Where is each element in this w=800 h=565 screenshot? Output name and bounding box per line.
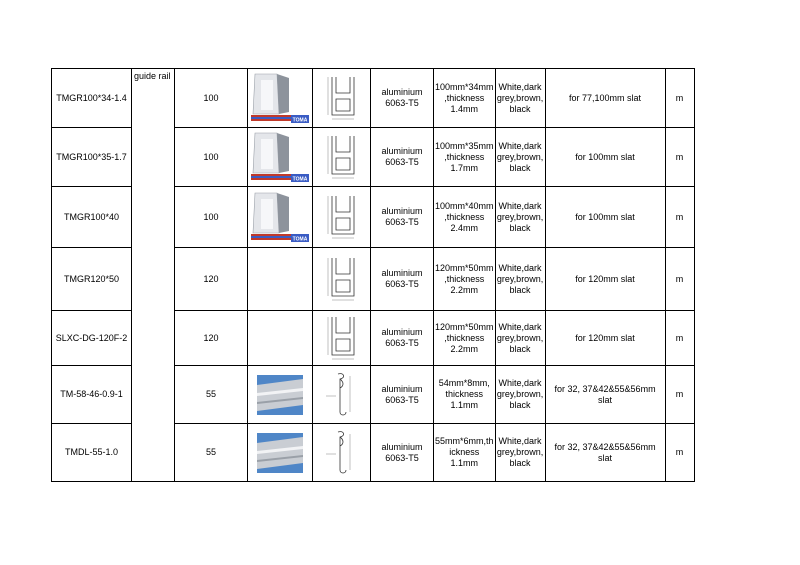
product-table-sheet [51, 68, 695, 482]
unit-cell: m [665, 311, 694, 366]
usage-cell: for 100mm slat [545, 187, 665, 248]
size-cell: 100 [175, 187, 248, 248]
photo-cell [248, 311, 313, 366]
guide-rail-photo-icon [251, 72, 309, 124]
size-cell: 120 [175, 311, 248, 366]
table-row [52, 424, 695, 482]
photo-cell [248, 366, 313, 424]
category-cell [132, 248, 175, 311]
unit-cell: m [665, 69, 694, 128]
photo-cell [248, 424, 313, 482]
model-cell: TMGR120*50 [52, 248, 132, 311]
category-cell [132, 366, 175, 424]
slat-drawing-icon [320, 370, 364, 420]
model-cell: TM-58-46-0.9-1 [52, 366, 132, 424]
spec-cell: 120mm*50mm ,thickness 2.2mm [434, 311, 496, 366]
unit-cell: m [665, 187, 694, 248]
colors-cell: White,dark grey,brown, black [495, 366, 545, 424]
table-row [52, 187, 695, 248]
category-cell [132, 424, 175, 482]
material-cell: aluminium 6063-T5 [371, 69, 434, 128]
size-cell: 55 [175, 424, 248, 482]
usage-cell: for 100mm slat [545, 128, 665, 187]
table-row [52, 69, 695, 128]
svg-text:TOMA: TOMA [292, 176, 308, 183]
usage-cell: for 120mm slat [545, 248, 665, 311]
model-cell: TMGR100*40 [52, 187, 132, 248]
spec-cell: 100mm*34mm ,thickness 1.4mm [434, 69, 496, 128]
category-cell [132, 311, 175, 366]
usage-cell: for 77,100mm slat [545, 69, 665, 128]
usage-cell: for 32, 37&42&55&56mm slat [545, 424, 665, 482]
table-row [52, 128, 695, 187]
category-cell: guide rail [132, 69, 175, 128]
size-cell: 120 [175, 248, 248, 311]
photo-cell [248, 128, 313, 187]
guide-rail-drawing-icon [320, 254, 364, 304]
drawing-cell [313, 69, 371, 128]
material-cell: aluminium 6063-T5 [371, 366, 434, 424]
spec-cell: 100mm*40mm ,thickness 2.4mm [434, 187, 496, 248]
slat-photo-icon [257, 375, 303, 415]
category-cell [132, 128, 175, 187]
drawing-cell [313, 366, 371, 424]
guide-rail-drawing-icon [320, 313, 364, 363]
usage-cell: for 32, 37&42&55&56mm slat [545, 366, 665, 424]
model-cell: SLXC-DG-120F-2 [52, 311, 132, 366]
svg-text:TOMA: TOMA [292, 117, 308, 124]
photo-cell [248, 248, 313, 311]
guide-rail-drawing-icon [320, 192, 364, 242]
table-row [52, 366, 695, 424]
guide-rail-photo-icon [251, 191, 309, 243]
table-row [52, 248, 695, 311]
model-cell: TMDL-55-1.0 [52, 424, 132, 482]
photo-cell [248, 187, 313, 248]
colors-cell: White,dark grey,brown, black [495, 248, 545, 311]
product-table [51, 68, 695, 482]
model-cell: TMGR100*35-1.7 [52, 128, 132, 187]
unit-cell: m [665, 248, 694, 311]
material-cell: aluminium 6063-T5 [371, 424, 434, 482]
svg-text:TOMA: TOMA [292, 236, 308, 243]
spec-cell: 55mm*6mm,th ickness 1.1mm [434, 424, 496, 482]
colors-cell: White,dark grey,brown, black [495, 311, 545, 366]
material-cell: aluminium 6063-T5 [371, 248, 434, 311]
slat-drawing-icon [320, 428, 364, 478]
drawing-cell [313, 248, 371, 311]
colors-cell: White,dark grey,brown, black [495, 128, 545, 187]
drawing-cell [313, 424, 371, 482]
guide-rail-photo-icon [251, 131, 309, 183]
guide-rail-drawing-icon [320, 73, 364, 123]
photo-cell [248, 69, 313, 128]
slat-photo-icon [257, 433, 303, 473]
usage-cell: for 120mm slat [545, 311, 665, 366]
unit-cell: m [665, 128, 694, 187]
material-cell: aluminium 6063-T5 [371, 128, 434, 187]
category-cell [132, 187, 175, 248]
spec-cell: 120mm*50mm ,thickness 2.2mm [434, 248, 496, 311]
size-cell: 100 [175, 69, 248, 128]
table-row [52, 311, 695, 366]
unit-cell: m [665, 366, 694, 424]
guide-rail-drawing-icon [320, 132, 364, 182]
colors-cell: White,dark grey,brown, black [495, 424, 545, 482]
material-cell: aluminium 6063-T5 [371, 187, 434, 248]
size-cell: 55 [175, 366, 248, 424]
drawing-cell [313, 311, 371, 366]
model-cell: TMGR100*34-1.4 [52, 69, 132, 128]
drawing-cell [313, 187, 371, 248]
drawing-cell [313, 128, 371, 187]
spec-cell: 54mm*8mm, thickness 1.1mm [434, 366, 496, 424]
size-cell: 100 [175, 128, 248, 187]
colors-cell: White,dark grey,brown, black [495, 69, 545, 128]
colors-cell: White,dark grey,brown, black [495, 187, 545, 248]
unit-cell: m [665, 424, 694, 482]
spec-cell: 100mm*35mm ,thickness 1.7mm [434, 128, 496, 187]
material-cell: aluminium 6063-T5 [371, 311, 434, 366]
